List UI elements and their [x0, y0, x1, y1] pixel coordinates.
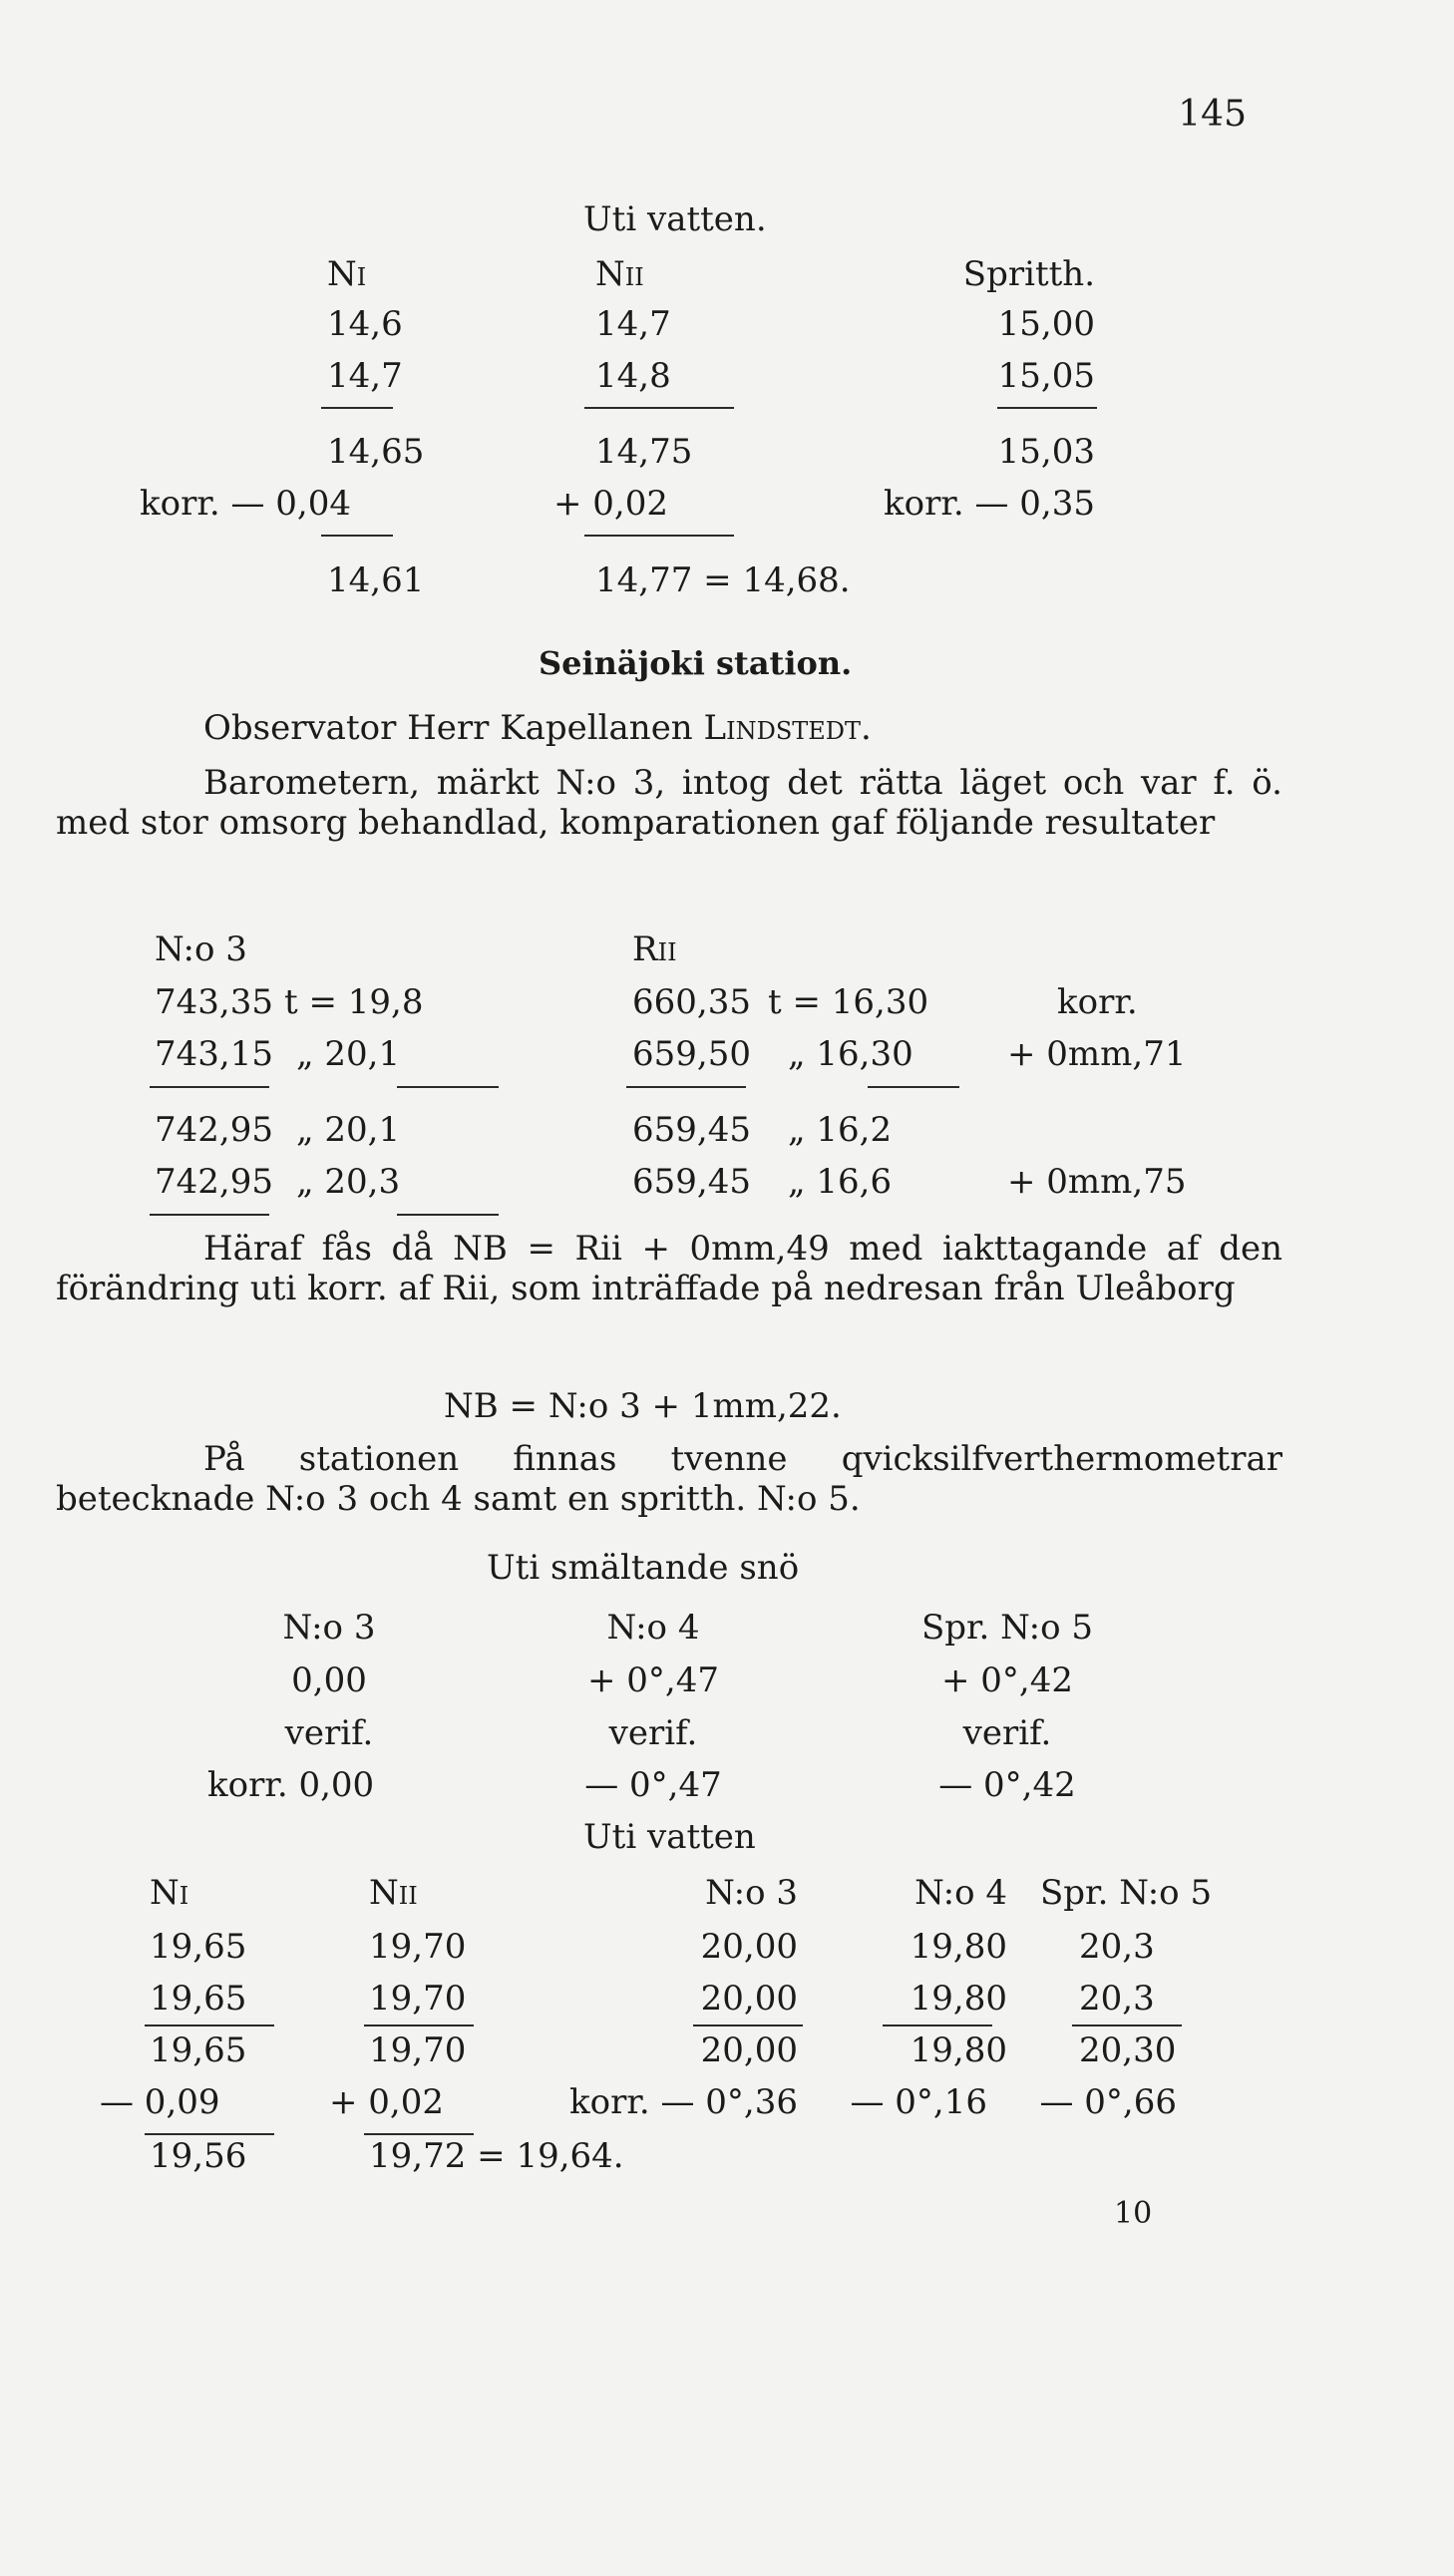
snow-heading: Uti smältande snö: [487, 1548, 800, 1588]
baro-b: 659,45: [632, 1162, 751, 1202]
rule: [584, 535, 734, 537]
korr-a: korr. — 0,04: [140, 484, 351, 524]
baro-a: 743,15: [155, 1034, 273, 1074]
observer-line: [203, 708, 872, 748]
w2-r3-no3: 20,00: [700, 2030, 798, 2070]
w2-r3-ni: 19,65: [150, 2030, 247, 2070]
rule: [626, 1086, 746, 1088]
snow-col1-korr: korr. 0,00: [207, 1765, 375, 1805]
result-b: 14,77 = 14,68.: [595, 560, 851, 600]
paragraph-2: Häraf fås då NB = Rii + 0mm,49 med iakttagande af den förändring uti korr. af Rii, som inträffade på nedresan från Uleåborg: [56, 1229, 1282, 1308]
snow-col2-verif: verif.: [608, 1713, 698, 1753]
w2-h-no3: N:o 3: [705, 1873, 798, 1913]
snow-col3-korr: — 0°,42: [938, 1765, 1076, 1805]
snow-col1-label: N:o 3: [282, 1608, 376, 1648]
w2-h-ni: Ni: [150, 1873, 189, 1913]
baro-b: 659,50: [632, 1034, 751, 1074]
page-number: 145: [1178, 94, 1247, 135]
w2-korr-ni: — 0,09: [100, 2082, 220, 2122]
rule: [693, 2024, 803, 2026]
baro-k: + 0mm,75: [1007, 1162, 1187, 1202]
w2-result-nii: 19,72 = 19,64.: [369, 2136, 624, 2176]
w3-c: 15,03: [997, 432, 1095, 472]
w2-a: 14,7: [327, 356, 403, 396]
baro-col-left: N:o 3: [155, 929, 247, 969]
w2-r3-spr: 20,30: [1079, 2030, 1177, 2070]
w2-r1-no4: 19,80: [909, 1927, 1007, 1967]
rule: [321, 535, 393, 537]
w2-r2-no4: 19,80: [909, 1979, 1007, 2019]
w3-b: 14,75: [595, 432, 693, 472]
col-label-spritth: Spritth.: [962, 254, 1095, 294]
w2-korr-no3: korr. — 0°,36: [569, 2082, 798, 2122]
baro-t: „ 20,1: [296, 1110, 401, 1150]
w2-korr-spr: — 0°,66: [1039, 2082, 1177, 2122]
rule: [868, 1086, 959, 1088]
formula: NB = N:o 3 + 1mm,22.: [444, 1386, 842, 1426]
baro-a: 742,95: [155, 1110, 273, 1150]
baro-t: t = 19,8: [284, 982, 424, 1022]
snow-col3-label: Spr. N:o 5: [920, 1608, 1094, 1648]
w2-korr-no4: — 0°,16: [850, 2082, 987, 2122]
water-heading: Uti vatten.: [583, 199, 767, 239]
w2-r2-ni: 19,65: [150, 1979, 247, 2019]
w1-c: 15,00: [997, 304, 1095, 344]
rule: [145, 2024, 274, 2026]
paragraph-3: På stationen finnas tvenne qvicksilfverthermometrar betecknade N:o 3 och 4 samt en spritth. N:o 5.: [56, 1439, 1282, 1519]
baro-tb: „ 16,6: [788, 1162, 893, 1202]
rule: [145, 2133, 274, 2135]
w2-r1-spr: 20,3: [1079, 1927, 1155, 1967]
rule: [364, 2024, 474, 2026]
snow-col1-verif: verif.: [284, 1713, 374, 1753]
result-a: 14,61: [327, 560, 425, 600]
baro-b: 660,35: [632, 982, 751, 1022]
rule: [997, 407, 1097, 409]
snow-col3-verif: verif.: [962, 1713, 1052, 1753]
w2-r1-no3: 20,00: [700, 1927, 798, 1967]
w2-r2-spr: 20,3: [1079, 1979, 1155, 2019]
baro-k: korr.: [1057, 982, 1138, 1022]
w2-h-nii: Nii: [369, 1873, 418, 1913]
baro-b: 659,45: [632, 1110, 751, 1150]
w3-a: 14,65: [327, 432, 425, 472]
w2-r3-no4: 19,80: [909, 2030, 1007, 2070]
rule: [397, 1214, 499, 1216]
baro-t: „ 20,3: [296, 1162, 401, 1202]
baro-t: „ 20,1: [296, 1034, 401, 1074]
col-label-nii: Nii: [595, 254, 644, 294]
korr-c: korr. — 0,35: [884, 484, 1095, 524]
rule: [397, 1086, 499, 1088]
snow-col2-label: N:o 4: [606, 1608, 700, 1648]
baro-a: 742,95: [155, 1162, 273, 1202]
w2-r2-nii: 19,70: [369, 1979, 467, 2019]
w2-r1-ni: 19,65: [150, 1927, 247, 1967]
rule: [150, 1214, 269, 1216]
w2-r1-nii: 19,70: [369, 1927, 467, 1967]
w1-a: 14,6: [327, 304, 403, 344]
korr-b: + 0,02: [553, 484, 668, 524]
rule: [883, 2024, 992, 2026]
rule: [321, 407, 393, 409]
rule: [364, 2133, 474, 2135]
w2-c: 15,05: [997, 356, 1095, 396]
baro-k: + 0mm,71: [1007, 1034, 1187, 1074]
rule: [150, 1086, 269, 1088]
w2-korr-nii: + 0,02: [329, 2082, 444, 2122]
observer-name: Lindstedt.: [703, 708, 872, 748]
snow-col2-korr: — 0°,47: [584, 1765, 722, 1805]
w1-b: 14,7: [595, 304, 671, 344]
station-heading: Seinäjoki station.: [539, 644, 853, 682]
baro-tb: t = 16,30: [768, 982, 929, 1022]
w2-h-no4: N:o 4: [914, 1873, 1007, 1913]
paragraph-1: Barometern, märkt N:o 3, intog det rätta läget och var f. ö. med stor omsorg behandlad, komparationen gaf följande resultater: [56, 763, 1282, 843]
observer-prefix: Observator Herr Kapellanen: [203, 708, 704, 748]
w2-h-spr: Spr. N:o 5: [1040, 1873, 1213, 1913]
baro-tb: „ 16,2: [788, 1110, 893, 1150]
w2-result-ni: 19,56: [150, 2136, 247, 2176]
col-label-ni: Ni: [327, 254, 367, 294]
snow-col3-value: + 0°,42: [941, 1660, 1073, 1700]
baro-col-right: Rii: [632, 929, 677, 969]
snow-col1-value: 0,00: [291, 1660, 367, 1700]
w2-r2-no3: 20,00: [700, 1979, 798, 2019]
w2-b: 14,8: [595, 356, 671, 396]
snow-col2-value: + 0°,47: [587, 1660, 719, 1700]
water2-heading: Uti vatten: [583, 1817, 756, 1857]
w2-r3-nii: 19,70: [369, 2030, 467, 2070]
baro-a: 743,35: [155, 982, 273, 1022]
footer-signature: 10: [1114, 2196, 1153, 2231]
rule: [584, 407, 734, 409]
rule: [1072, 2024, 1182, 2026]
baro-tb: „ 16,30: [788, 1034, 913, 1074]
